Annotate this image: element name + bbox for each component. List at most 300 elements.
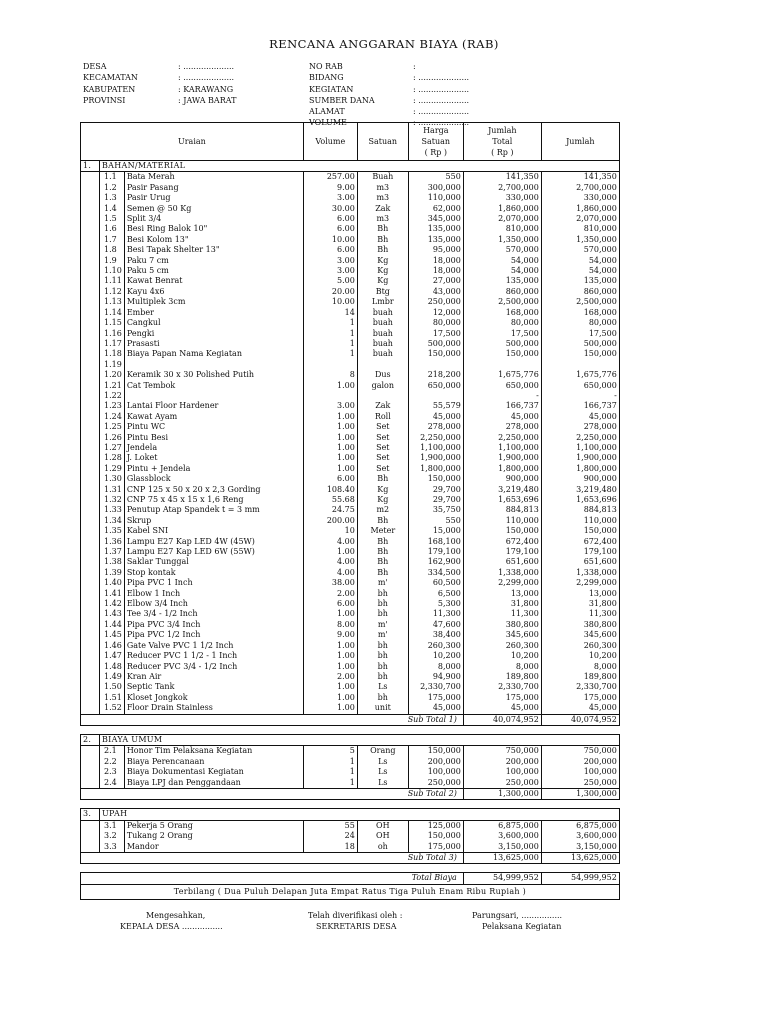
item-total: 1,860,000 xyxy=(463,204,541,214)
subtotal-row xyxy=(81,853,620,864)
item-price: 38,400 xyxy=(408,630,463,640)
item-unit: Bh xyxy=(357,235,408,245)
item-volume: 1.00 xyxy=(303,547,357,557)
table-row xyxy=(81,224,620,234)
item-name: Pipa PVC 1 Inch xyxy=(124,578,303,588)
item-price: 95,000 xyxy=(408,245,463,255)
header-field-value: : JAWA BARAT xyxy=(178,95,237,105)
section-name: BAHAN/MATERIAL xyxy=(100,161,620,172)
item-code: 3.2 xyxy=(100,831,125,841)
item-price: 300,000 xyxy=(408,183,463,193)
item-price: 5,300 xyxy=(408,599,463,609)
item-code: 1.6 xyxy=(100,224,125,234)
item-jumlah: 345,600 xyxy=(541,630,619,640)
row-blank-cell xyxy=(81,193,100,203)
item-name: Gate Valve PVC 1 1/2 Inch xyxy=(124,641,303,651)
col-harga-line: ( Rp ) xyxy=(424,148,448,157)
row-blank-cell xyxy=(81,557,100,567)
item-total: 1,653,696 xyxy=(463,495,541,505)
item-unit: Bh xyxy=(357,557,408,567)
item-code: 1.41 xyxy=(100,589,125,599)
row-blank-cell xyxy=(81,831,100,841)
item-name: Reducer PVC 3/4 - 1/2 Inch xyxy=(124,662,303,672)
item-jumlah: 1,900,000 xyxy=(541,453,619,463)
subtotal-total: 13,625,000 xyxy=(463,853,541,864)
item-code: 1.44 xyxy=(100,620,125,630)
item-code: 1.1 xyxy=(100,172,125,183)
item-total: 900,000 xyxy=(463,474,541,484)
table-row xyxy=(81,609,620,619)
item-jumlah: 135,000 xyxy=(541,276,619,286)
item-price: 35,750 xyxy=(408,505,463,515)
item-code: 1.46 xyxy=(100,641,125,651)
item-unit: OH xyxy=(357,820,408,831)
rab-table xyxy=(80,122,620,900)
item-name: Kayu 4x6 xyxy=(124,287,303,297)
item-unit: Orang xyxy=(357,746,408,757)
table-row xyxy=(81,557,620,567)
item-total: 1,900,000 xyxy=(463,453,541,463)
item-price: 200,000 xyxy=(408,757,463,767)
item-name: Split 3/4 xyxy=(124,214,303,224)
item-jumlah: 672,400 xyxy=(541,537,619,547)
item-code: 1.9 xyxy=(100,256,125,266)
item-name: Besi Kolom 13" xyxy=(124,235,303,245)
item-name: Besi Tapak Shelter 13" xyxy=(124,245,303,255)
item-jumlah: 179,100 xyxy=(541,547,619,557)
item-unit: buah xyxy=(357,329,408,339)
item-jumlah: 2,250,000 xyxy=(541,433,619,443)
table-header-row xyxy=(81,123,620,161)
item-total: 175,000 xyxy=(463,693,541,703)
spacer-row xyxy=(81,725,620,734)
item-unit: Kg xyxy=(357,276,408,286)
item-volume: 3.00 xyxy=(303,193,357,203)
table-row xyxy=(81,526,620,536)
section-header-row xyxy=(81,734,620,745)
item-price: 29,700 xyxy=(408,485,463,495)
item-unit: m' xyxy=(357,630,408,640)
spacer-row xyxy=(81,800,620,809)
item-jumlah: 1,653,696 xyxy=(541,495,619,505)
item-name: CNP 75 x 45 x 15 x 1,6 Reng xyxy=(124,495,303,505)
item-code: 1.19 xyxy=(100,360,125,370)
item-unit: m3 xyxy=(357,214,408,224)
item-volume xyxy=(303,391,357,401)
table-row xyxy=(81,193,620,203)
item-unit: bh xyxy=(357,609,408,619)
item-total: 150,000 xyxy=(463,349,541,359)
item-volume: 6.00 xyxy=(303,474,357,484)
item-jumlah: 8,000 xyxy=(541,662,619,672)
item-code: 1.43 xyxy=(100,609,125,619)
row-blank-cell xyxy=(81,599,100,609)
item-total: 750,000 xyxy=(463,746,541,757)
item-jumlah: 3,219,480 xyxy=(541,485,619,495)
item-volume: 14 xyxy=(303,308,357,318)
row-blank-cell xyxy=(81,453,100,463)
item-name: Prasasti xyxy=(124,339,303,349)
header-field-value: : KARAWANG xyxy=(178,84,234,94)
item-jumlah: 900,000 xyxy=(541,474,619,484)
subtotal-total: 1,300,000 xyxy=(463,788,541,799)
item-code: 1.36 xyxy=(100,537,125,547)
item-jumlah: 150,000 xyxy=(541,526,619,536)
table-row xyxy=(81,767,620,777)
item-unit: Ls xyxy=(357,767,408,777)
item-unit: m' xyxy=(357,620,408,630)
item-price: 29,700 xyxy=(408,495,463,505)
subtotal-label: Sub Total 1) xyxy=(81,714,464,725)
item-code: 1.13 xyxy=(100,297,125,307)
item-total: 2,330,700 xyxy=(463,682,541,692)
item-jumlah: 17,500 xyxy=(541,329,619,339)
item-name: Biaya Dokumentasi Kegiatan xyxy=(124,767,303,777)
item-price: 125,000 xyxy=(408,820,463,831)
item-total xyxy=(463,360,541,370)
row-blank-cell xyxy=(81,682,100,692)
item-unit: Zak xyxy=(357,204,408,214)
item-jumlah: 54,000 xyxy=(541,256,619,266)
section-number: 1. xyxy=(81,161,100,172)
table-row xyxy=(81,464,620,474)
item-unit: m' xyxy=(357,578,408,588)
item-volume: 20.00 xyxy=(303,287,357,297)
item-unit: bh xyxy=(357,672,408,682)
table-row xyxy=(81,266,620,276)
item-name: Biaya Perencanaan xyxy=(124,757,303,767)
item-volume: 3.00 xyxy=(303,266,357,276)
item-jumlah: 650,000 xyxy=(541,381,619,391)
item-code: 2.4 xyxy=(100,778,125,789)
item-jumlah: 2,700,000 xyxy=(541,183,619,193)
table-row xyxy=(81,318,620,328)
item-jumlah: 1,675,776 xyxy=(541,370,619,380)
item-volume: 18 xyxy=(303,842,357,853)
item-price: 168,100 xyxy=(408,537,463,547)
row-blank-cell xyxy=(81,820,100,831)
table-row xyxy=(81,537,620,547)
item-price: 260,300 xyxy=(408,641,463,651)
header-field-value: : .................... xyxy=(413,107,470,117)
item-name: Kawat Benrat xyxy=(124,276,303,286)
item-jumlah: 3,600,000 xyxy=(541,831,619,841)
item-name: Biaya LPJ dan Penggandaan xyxy=(124,778,303,789)
item-unit: bh xyxy=(357,693,408,703)
item-name: Keramik 30 x 30 Polished Putih xyxy=(124,370,303,380)
item-total: 672,400 xyxy=(463,537,541,547)
item-volume: 5.00 xyxy=(303,276,357,286)
item-total: 860,000 xyxy=(463,287,541,297)
table-row xyxy=(81,433,620,443)
grand-total-label: Total Biaya xyxy=(81,873,464,884)
item-volume: 257.00 xyxy=(303,172,357,183)
item-volume: 9.00 xyxy=(303,183,357,193)
item-unit: Set xyxy=(357,464,408,474)
item-volume: 10 xyxy=(303,526,357,536)
item-code: 1.27 xyxy=(100,443,125,453)
item-jumlah: 2,500,000 xyxy=(541,297,619,307)
item-code: 1.33 xyxy=(100,505,125,515)
item-code: 1.12 xyxy=(100,287,125,297)
item-volume: 1.00 xyxy=(303,381,357,391)
item-unit: Set xyxy=(357,433,408,443)
item-name: Pengki xyxy=(124,329,303,339)
item-jumlah xyxy=(541,360,619,370)
signature-line: SEKRETARIS DESA xyxy=(316,922,397,931)
table-row xyxy=(81,329,620,339)
item-price: 18,000 xyxy=(408,256,463,266)
item-jumlah: 250,000 xyxy=(541,778,619,789)
row-blank-cell xyxy=(81,620,100,630)
signature-line: Parungsari, ................ xyxy=(472,911,563,920)
item-volume: 6.00 xyxy=(303,214,357,224)
item-jumlah: 1,350,000 xyxy=(541,235,619,245)
table-row xyxy=(81,662,620,672)
item-jumlah: 1,860,000 xyxy=(541,204,619,214)
item-unit: Btg xyxy=(357,287,408,297)
item-jumlah: 100,000 xyxy=(541,767,619,777)
item-jumlah: 80,000 xyxy=(541,318,619,328)
item-code: 1.30 xyxy=(100,474,125,484)
item-code: 1.38 xyxy=(100,557,125,567)
item-jumlah: 45,000 xyxy=(541,412,619,422)
header-field xyxy=(309,95,469,106)
item-unit: buah xyxy=(357,349,408,359)
item-jumlah: 1,100,000 xyxy=(541,443,619,453)
table-row xyxy=(81,682,620,692)
item-price: 250,000 xyxy=(408,297,463,307)
item-name: Semen @ 50 Kg xyxy=(124,204,303,214)
item-volume: 1 xyxy=(303,757,357,767)
table-row xyxy=(81,308,620,318)
item-jumlah: 3,150,000 xyxy=(541,842,619,853)
item-volume: 55 xyxy=(303,820,357,831)
item-name: Cangkul xyxy=(124,318,303,328)
item-code: 3.3 xyxy=(100,842,125,853)
item-code: 1.26 xyxy=(100,433,125,443)
table-row xyxy=(81,693,620,703)
item-volume: 1.00 xyxy=(303,693,357,703)
item-total: 650,000 xyxy=(463,381,541,391)
item-unit: Set xyxy=(357,453,408,463)
header-field-value: : xyxy=(413,62,416,71)
header-field-label: KABUPATEN xyxy=(83,84,136,94)
grand-total-value: 54,999,952 xyxy=(463,873,541,884)
item-price: 218,200 xyxy=(408,370,463,380)
item-volume: 1.00 xyxy=(303,641,357,651)
item-volume: 6.00 xyxy=(303,599,357,609)
item-price: 11,300 xyxy=(408,609,463,619)
item-jumlah: 189,800 xyxy=(541,672,619,682)
table-row xyxy=(81,505,620,515)
item-code: 1.51 xyxy=(100,693,125,703)
row-blank-cell xyxy=(81,224,100,234)
item-unit: Meter xyxy=(357,526,408,536)
item-volume: 200.00 xyxy=(303,516,357,526)
item-price: 150,000 xyxy=(408,474,463,484)
table-row xyxy=(81,820,620,831)
item-name: Pasir Urug xyxy=(124,193,303,203)
row-blank-cell xyxy=(81,630,100,640)
header-field-value: : .................... xyxy=(413,73,470,83)
item-unit: buah xyxy=(357,318,408,328)
header-field xyxy=(83,61,236,72)
row-blank-cell xyxy=(81,401,100,411)
section-number: 2. xyxy=(81,734,100,745)
table-row xyxy=(81,547,620,557)
row-blank-cell xyxy=(81,172,100,183)
item-total: 54,000 xyxy=(463,256,541,266)
item-total: 1,800,000 xyxy=(463,464,541,474)
item-volume: 3.00 xyxy=(303,401,357,411)
item-total: 45,000 xyxy=(463,703,541,714)
row-blank-cell xyxy=(81,360,100,370)
item-name: Skrup xyxy=(124,516,303,526)
header-field xyxy=(83,72,236,83)
subtotal-row xyxy=(81,714,620,725)
item-code: 3.1 xyxy=(100,820,125,831)
item-name: Reducer PVC 1 1/2 - 1 Inch xyxy=(124,651,303,661)
row-blank-cell xyxy=(81,842,100,853)
item-total: 13,000 xyxy=(463,589,541,599)
item-price: 45,000 xyxy=(408,703,463,714)
item-name: Paku 7 cm xyxy=(124,256,303,266)
item-price: 150,000 xyxy=(408,831,463,841)
item-volume: 38.00 xyxy=(303,578,357,588)
item-name: Kabel SNI xyxy=(124,526,303,536)
item-price: 94,900 xyxy=(408,672,463,682)
item-volume: 6.00 xyxy=(303,245,357,255)
item-name: Glassblock xyxy=(124,474,303,484)
item-name: Tukang 2 Orang xyxy=(124,831,303,841)
grand-total-jumlah: 54,999,952 xyxy=(541,873,619,884)
item-code: 1.42 xyxy=(100,599,125,609)
item-unit: buah xyxy=(357,339,408,349)
item-name: Pipa PVC 3/4 Inch xyxy=(124,620,303,630)
header-field xyxy=(309,72,469,83)
item-name: Pintu + Jendela xyxy=(124,464,303,474)
row-blank-cell xyxy=(81,568,100,578)
item-unit: Zak xyxy=(357,401,408,411)
item-name: Multiplek 3cm xyxy=(124,297,303,307)
row-blank-cell xyxy=(81,443,100,453)
item-volume: 1 xyxy=(303,339,357,349)
item-unit: Buah xyxy=(357,172,408,183)
row-blank-cell xyxy=(81,578,100,588)
item-name: Tee 3/4 - 1/2 Inch xyxy=(124,609,303,619)
item-unit: Set xyxy=(357,443,408,453)
item-total: 2,299,000 xyxy=(463,578,541,588)
header-field xyxy=(83,95,236,106)
item-total: 1,350,000 xyxy=(463,235,541,245)
subtotal-jumlah: 40,074,952 xyxy=(541,714,619,725)
item-price: 1,100,000 xyxy=(408,443,463,453)
item-total: 3,600,000 xyxy=(463,831,541,841)
table-row xyxy=(81,453,620,463)
item-price: 179,100 xyxy=(408,547,463,557)
item-volume: 30.00 xyxy=(303,204,357,214)
item-unit: unit xyxy=(357,703,408,714)
item-price: 43,000 xyxy=(408,287,463,297)
item-price: 650,000 xyxy=(408,381,463,391)
item-unit: Kg xyxy=(357,485,408,495)
item-code: 1.2 xyxy=(100,183,125,193)
item-price: 45,000 xyxy=(408,412,463,422)
item-code: 1.52 xyxy=(100,703,125,714)
item-name: Bata Merah xyxy=(124,172,303,183)
item-name: Elbow 3/4 Inch xyxy=(124,599,303,609)
item-code: 1.48 xyxy=(100,662,125,672)
item-unit: m2 xyxy=(357,505,408,515)
row-blank-cell xyxy=(81,256,100,266)
item-total: 278,000 xyxy=(463,422,541,432)
item-jumlah: 330,000 xyxy=(541,193,619,203)
item-code: 1.16 xyxy=(100,329,125,339)
item-name: Kran Air xyxy=(124,672,303,682)
item-price: 278,000 xyxy=(408,422,463,432)
table-row xyxy=(81,620,620,630)
item-total: 8,000 xyxy=(463,662,541,672)
item-price: 2,250,000 xyxy=(408,433,463,443)
item-code: 1.5 xyxy=(100,214,125,224)
item-total: 17,500 xyxy=(463,329,541,339)
item-price: 80,000 xyxy=(408,318,463,328)
table-row xyxy=(81,235,620,245)
item-unit: galon xyxy=(357,381,408,391)
item-unit: bh xyxy=(357,599,408,609)
item-total: 380,800 xyxy=(463,620,541,630)
table-row xyxy=(81,349,620,359)
item-unit: bh xyxy=(357,641,408,651)
item-jumlah: 500,000 xyxy=(541,339,619,349)
signature-line: Mengesahkan, xyxy=(146,911,206,920)
col-volume: Volume xyxy=(303,123,357,161)
item-jumlah: - xyxy=(541,391,619,401)
header-field-label: KEGIATAN xyxy=(309,84,354,94)
item-jumlah: 150,000 xyxy=(541,349,619,359)
item-unit: oh xyxy=(357,842,408,853)
item-code: 1.15 xyxy=(100,318,125,328)
row-blank-cell xyxy=(81,651,100,661)
row-blank-cell xyxy=(81,381,100,391)
item-price: 345,000 xyxy=(408,214,463,224)
item-price: 2,330,700 xyxy=(408,682,463,692)
header-field xyxy=(309,61,469,72)
table-row xyxy=(81,672,620,682)
table-row xyxy=(81,172,620,183)
item-total: 884,813 xyxy=(463,505,541,515)
row-blank-cell xyxy=(81,589,100,599)
item-unit: Roll xyxy=(357,412,408,422)
row-blank-cell xyxy=(81,485,100,495)
item-code: 1.21 xyxy=(100,381,125,391)
item-jumlah: 11,300 xyxy=(541,609,619,619)
item-price: 47,600 xyxy=(408,620,463,630)
table-row xyxy=(81,256,620,266)
item-price: 110,000 xyxy=(408,193,463,203)
grand-total-row xyxy=(81,873,620,884)
document-title: RENCANA ANGGARAN BIAYA (RAB) xyxy=(269,37,499,51)
row-blank-cell xyxy=(81,308,100,318)
col-harga-satuan xyxy=(408,123,463,161)
item-total: 345,600 xyxy=(463,630,541,640)
item-unit: Ls xyxy=(357,682,408,692)
row-blank-cell xyxy=(81,183,100,193)
item-code: 1.28 xyxy=(100,453,125,463)
item-total: - xyxy=(463,391,541,401)
item-volume: 1 xyxy=(303,767,357,777)
